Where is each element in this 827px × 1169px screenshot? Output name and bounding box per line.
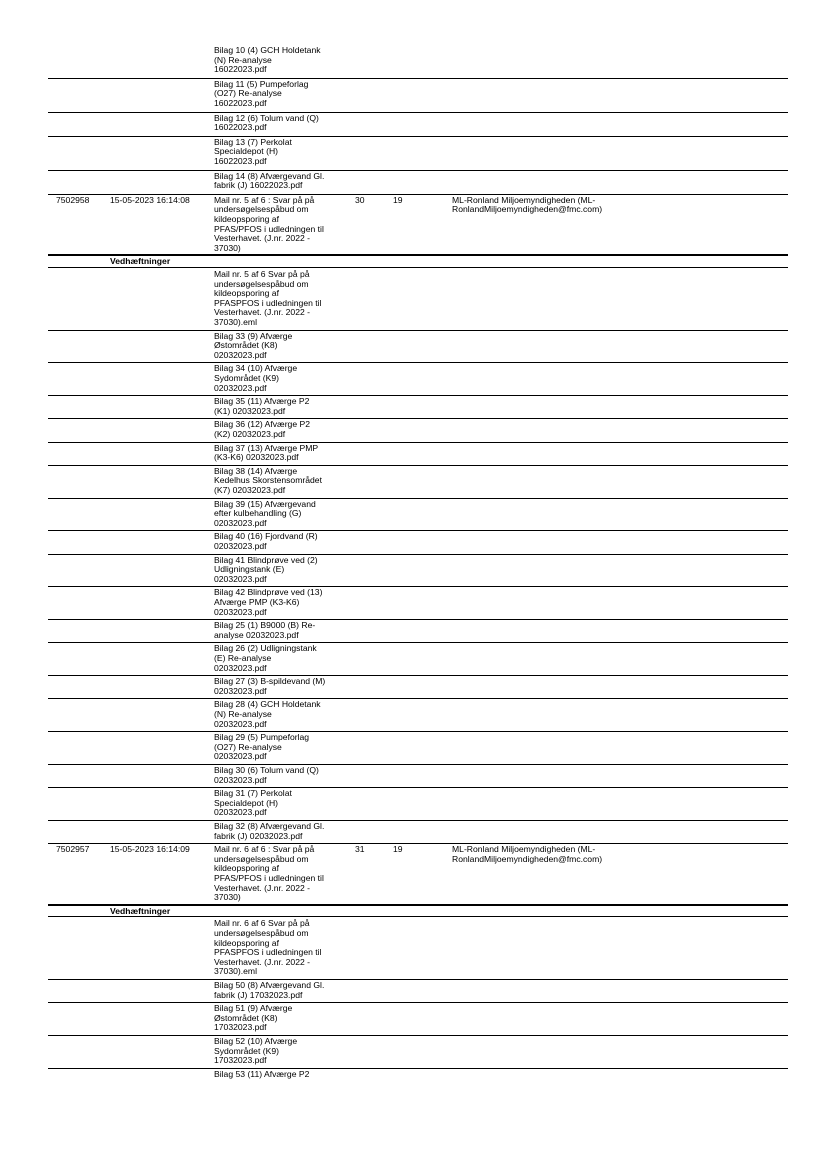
row-divider bbox=[48, 675, 788, 676]
attachment-filename: Bilag 40 (16) Fjordvand (R) 02032023.pdf bbox=[214, 531, 318, 551]
record-count-a: 30 bbox=[355, 194, 365, 205]
row-divider bbox=[48, 112, 788, 113]
row-divider bbox=[48, 731, 788, 732]
attachment-filename: Bilag 13 (7) Perkolat Specialdepot (H) 16022023.pdf bbox=[214, 136, 292, 166]
attachment-filename: Bilag 38 (14) Afværge Kedelhus Skorstensområdet (K7) 02032023.pdf bbox=[214, 465, 322, 495]
attachments-label: Vedhæftninger bbox=[110, 905, 171, 916]
attachment-filename: Bilag 25 (1) B9000 (B) Re- analyse 02032023.pdf bbox=[214, 620, 316, 640]
row-divider bbox=[48, 267, 788, 268]
row-divider bbox=[48, 619, 788, 620]
record-datetime: 15-05-2023 16:14:09 bbox=[110, 844, 190, 855]
row-divider bbox=[48, 1068, 788, 1069]
row-divider bbox=[48, 530, 788, 531]
attachment-filename: Bilag 14 (8) Afværgevand Gl. fabrik (J) 16022023.pdf bbox=[214, 170, 325, 191]
record-count-b: 19 bbox=[393, 194, 403, 205]
row-divider bbox=[48, 916, 788, 917]
record-sender: ML-Ronland Miljoemyndigheden (ML- RonlandMiljoemyndigheden@fmc.com) bbox=[452, 194, 603, 215]
attachment-filename: Bilag 41 Blindprøve ved (2) Udligningstank (E) 02032023.pdf bbox=[214, 554, 318, 584]
row-divider bbox=[48, 820, 788, 821]
attachment-filename: Bilag 52 (10) Afværge Sydområdet (K9) 17032023.pdf bbox=[214, 1036, 298, 1066]
row-divider bbox=[48, 787, 788, 788]
row-divider bbox=[48, 498, 788, 499]
row-divider bbox=[48, 554, 788, 555]
row-divider bbox=[48, 136, 788, 137]
attachment-filename: Bilag 26 (2) Udligningstank (E) Re-analyse 02032023.pdf bbox=[214, 643, 317, 673]
attachment-filename: Bilag 27 (3) B-spildevand (M) 02032023.pdf bbox=[214, 676, 326, 696]
attachment-filename: Bilag 12 (6) Tolum vand (Q) 16022023.pdf bbox=[214, 112, 319, 133]
attachment-filename: Bilag 34 (10) Afværge Sydområdet (K9) 02032023.pdf bbox=[214, 363, 298, 393]
attachment-filename: Mail nr. 6 af 6 Svar på på undersøgelsespåbud om kildeopsporing af PFASPFOS i udledningen til Vesterhavet. (J.nr. 2022 - 37030).eml bbox=[214, 918, 322, 977]
record-count-b: 19 bbox=[393, 844, 403, 855]
record-id: 7502957 bbox=[56, 844, 90, 855]
record-datetime: 15-05-2023 16:14:08 bbox=[110, 194, 190, 205]
row-divider bbox=[48, 395, 788, 396]
row-divider bbox=[48, 330, 788, 331]
attachment-filename: Bilag 29 (5) Pumpeforlag (O27) Re-analyse 02032023.pdf bbox=[214, 732, 310, 762]
attachment-filename: Bilag 39 (15) Afværgevand efter kulbehandling (G) 02032023.pdf bbox=[214, 498, 316, 528]
attachment-filename: Bilag 36 (12) Afværge P2 (K2) 02032023.pdf bbox=[214, 419, 311, 439]
row-divider bbox=[48, 1002, 788, 1003]
attachment-filename: Bilag 53 (11) Afværge P2 bbox=[214, 1068, 310, 1079]
attachment-filename: Bilag 51 (9) Afværge Østområdet (K8) 17032023.pdf bbox=[214, 1003, 293, 1033]
record-sender: ML-Ronland Miljoemyndigheden (ML- RonlandMiljoemyndigheden@fmc.com) bbox=[452, 844, 603, 864]
record-subject: Mail nr. 5 af 6 : Svar på på undersøgelsespåbud om kildeopsporing af PFAS/PFOS i udledningen til Vesterhavet. (J.nr. 2022 - 37030) bbox=[214, 194, 324, 253]
attachment-filename: Bilag 11 (5) Pumpeforlag (O27) Re-analyse 16022023.pdf bbox=[214, 78, 309, 108]
attachment-filename: Bilag 31 (7) Perkolat Specialdepot (H) 02032023.pdf bbox=[214, 788, 292, 818]
record-id: 7502958 bbox=[56, 194, 90, 205]
row-divider bbox=[48, 78, 788, 79]
row-divider bbox=[48, 465, 788, 466]
attachments-label: Vedhæftninger bbox=[110, 256, 171, 267]
attachment-filename: Bilag 35 (11) Afværge P2 (K1) 02032023.pdf bbox=[214, 396, 310, 416]
row-divider bbox=[48, 442, 788, 443]
row-divider bbox=[48, 979, 788, 980]
attachment-filename: Bilag 42 Blindprøve ved (13) Afværge PMP (K3-K6) 02032023.pdf bbox=[214, 587, 323, 617]
row-divider bbox=[48, 764, 788, 765]
row-divider bbox=[48, 642, 788, 643]
row-divider bbox=[48, 170, 788, 171]
attachment-filename: Mail nr. 5 af 6 Svar på på undersøgelsespåbud om kildeopsporing af PFASPFOS i udledningen til Vesterhavet. (J.nr. 2022 - 37030).eml bbox=[214, 269, 322, 327]
attachment-filename: Bilag 10 (4) GCH Holdetank (N) Re-analyse 16022023.pdf bbox=[214, 45, 321, 75]
record-count-a: 31 bbox=[355, 844, 365, 855]
attachment-filename: Bilag 37 (13) Afværge PMP (K3-K6) 02032023.pdf bbox=[214, 442, 319, 463]
attachment-filename: Bilag 30 (6) Tolum vand (Q) 02032023.pdf bbox=[214, 765, 319, 785]
row-divider bbox=[48, 362, 788, 363]
attachment-filename: Bilag 33 (9) Afværge Østområdet (K8) 02032023.pdf bbox=[214, 330, 293, 360]
attachment-filename: Bilag 32 (8) Afværgevand Gl. fabrik (J) 02032023.pdf bbox=[214, 821, 325, 841]
row-divider bbox=[48, 698, 788, 699]
record-subject: Mail nr. 6 af 6 : Svar på på undersøgelsespåbud om kildeopsporing af PFAS/PFOS i udledningen til Vesterhavet. (J.nr. 2022 - 37030) bbox=[214, 844, 324, 903]
row-divider bbox=[48, 586, 788, 587]
row-divider bbox=[48, 1035, 788, 1036]
attachment-filename: Bilag 28 (4) GCH Holdetank (N) Re-analyse 02032023.pdf bbox=[214, 699, 321, 729]
row-divider bbox=[48, 418, 788, 419]
attachment-filename: Bilag 50 (8) Afværgevand Gl. fabrik (J) 17032023.pdf bbox=[214, 980, 325, 1000]
